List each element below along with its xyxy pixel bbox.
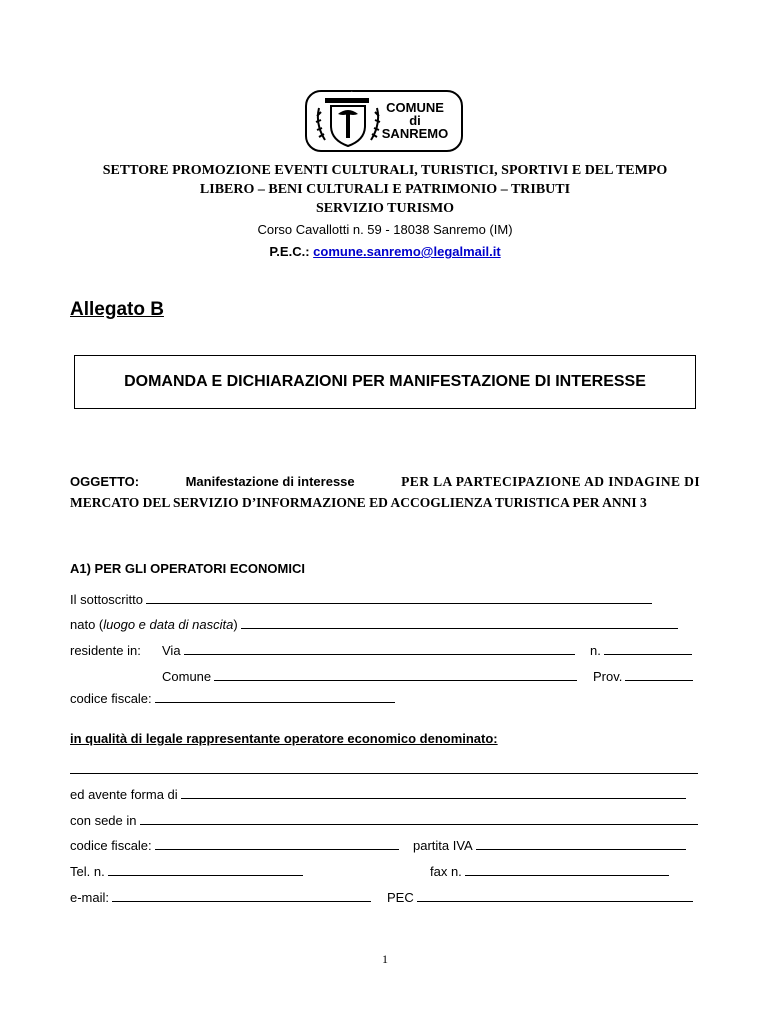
row-prov [593,669,693,684]
tel-input[interactable] [108,864,303,876]
numero-input[interactable] [604,643,692,655]
label-codice-fiscale-2: codice fiscale: [70,838,152,853]
row-via [162,643,575,658]
label-fax: fax n. [430,864,462,879]
oggetto-line-1 [70,474,700,490]
header-line-2: LIBERO – BENI CULTURALI E PATRIMONIO – TRIBUTI [199,182,571,197]
label-pec: PEC [387,890,414,905]
section-a1-title: A1) PER GLI OPERATORI ECONOMICI [70,561,305,576]
header-pec [0,244,770,259]
header-line-3: SERVIZIO TURISMO [315,201,455,216]
label-comune: Comune [162,669,212,684]
document-title-box [74,355,696,409]
logo-line-sanremo: SANREMO [381,126,449,141]
denominazione-input[interactable] [70,773,698,774]
logo-top-text: MUNICIPALITÀ [319,92,354,98]
sede-input[interactable] [140,813,698,825]
email-input[interactable] [112,890,371,902]
row-pec [387,890,693,905]
logo-line-di: di [409,113,421,128]
label-sede: con sede in [70,813,137,828]
label-prov: Prov. [593,669,623,684]
codice-fiscale-2-input[interactable] [155,838,399,850]
oggetto-label: OGGETTO: [70,474,140,489]
label-forma: ed avente forma di [70,787,178,802]
coat-of-arms-icon [313,94,383,150]
label-partita-iva: partita IVA [413,838,473,853]
codice-fiscale-input[interactable] [155,691,395,703]
pec-email-link[interactable]: comune.sanremo@legalmail.it [313,244,501,259]
label-email: e-mail: [70,890,110,905]
pec-label: P.E.C.: [269,244,310,259]
qualita-heading: in qualità di legale rappresentante operatore economico denominato: [70,731,498,746]
municipal-logo [305,90,463,152]
document-title: DOMANDA E DICHIARAZIONI PER MANIFESTAZIONE DI INTERESSE [124,373,646,390]
row-comune [162,669,577,684]
label-tel: Tel. n. [70,864,105,879]
row-numero [590,643,692,658]
row-forma [70,787,686,802]
label-n: n. [590,643,601,658]
pec-input[interactable] [417,890,693,902]
forma-input[interactable] [181,787,686,799]
row-partita-iva [413,838,686,853]
page-number: 1 [382,952,388,966]
label-codice-fiscale: codice fiscale: [70,691,152,706]
label-via: Via [162,643,181,658]
oggetto-text-1: PER LA PARTECIPAZIONE AD INDAGINE DI [401,474,700,489]
logo-line-comune: COMUNE [386,100,444,115]
label-residente: residente in: [70,643,141,658]
via-input[interactable] [184,643,575,655]
header-address: Corso Cavallotti n. 59 - 18038 Sanremo (IM) [257,222,513,237]
label-nato-suffix: ) [233,617,238,632]
row-sede [70,813,698,828]
row-nato [70,617,678,632]
row-sottoscritto [70,592,652,607]
row-email [70,890,371,905]
oggetto-line-2: MERCATO DEL SERVIZIO D’INFORMAZIONE ED ACCOGLIENZA TURISTICA PER ANNI 3 [70,495,647,510]
row-fax [430,864,669,879]
label-nato-italic: luogo e data di nascita [103,617,234,632]
label-nato-prefix: nato ( [70,617,104,632]
header-line-1: SETTORE PROMOZIONE EVENTI CULTURALI, TURISTICI, SPORTIVI E DEL TEMPO [102,163,668,178]
partita-iva-input[interactable] [476,838,686,850]
nato-input[interactable] [241,617,678,629]
comune-input[interactable] [214,669,577,681]
prov-input[interactable] [625,669,693,681]
label-sottoscritto: Il sottoscritto [70,592,143,607]
row-tel [70,864,303,879]
row-codice-fiscale [70,691,395,706]
row-codice-fiscale-2 [70,838,399,853]
oggetto-lead: Manifestazione di interesse [185,474,355,489]
allegato-heading: Allegato B [70,299,164,320]
sottoscritto-input[interactable] [146,592,652,604]
fax-input[interactable] [465,864,669,876]
